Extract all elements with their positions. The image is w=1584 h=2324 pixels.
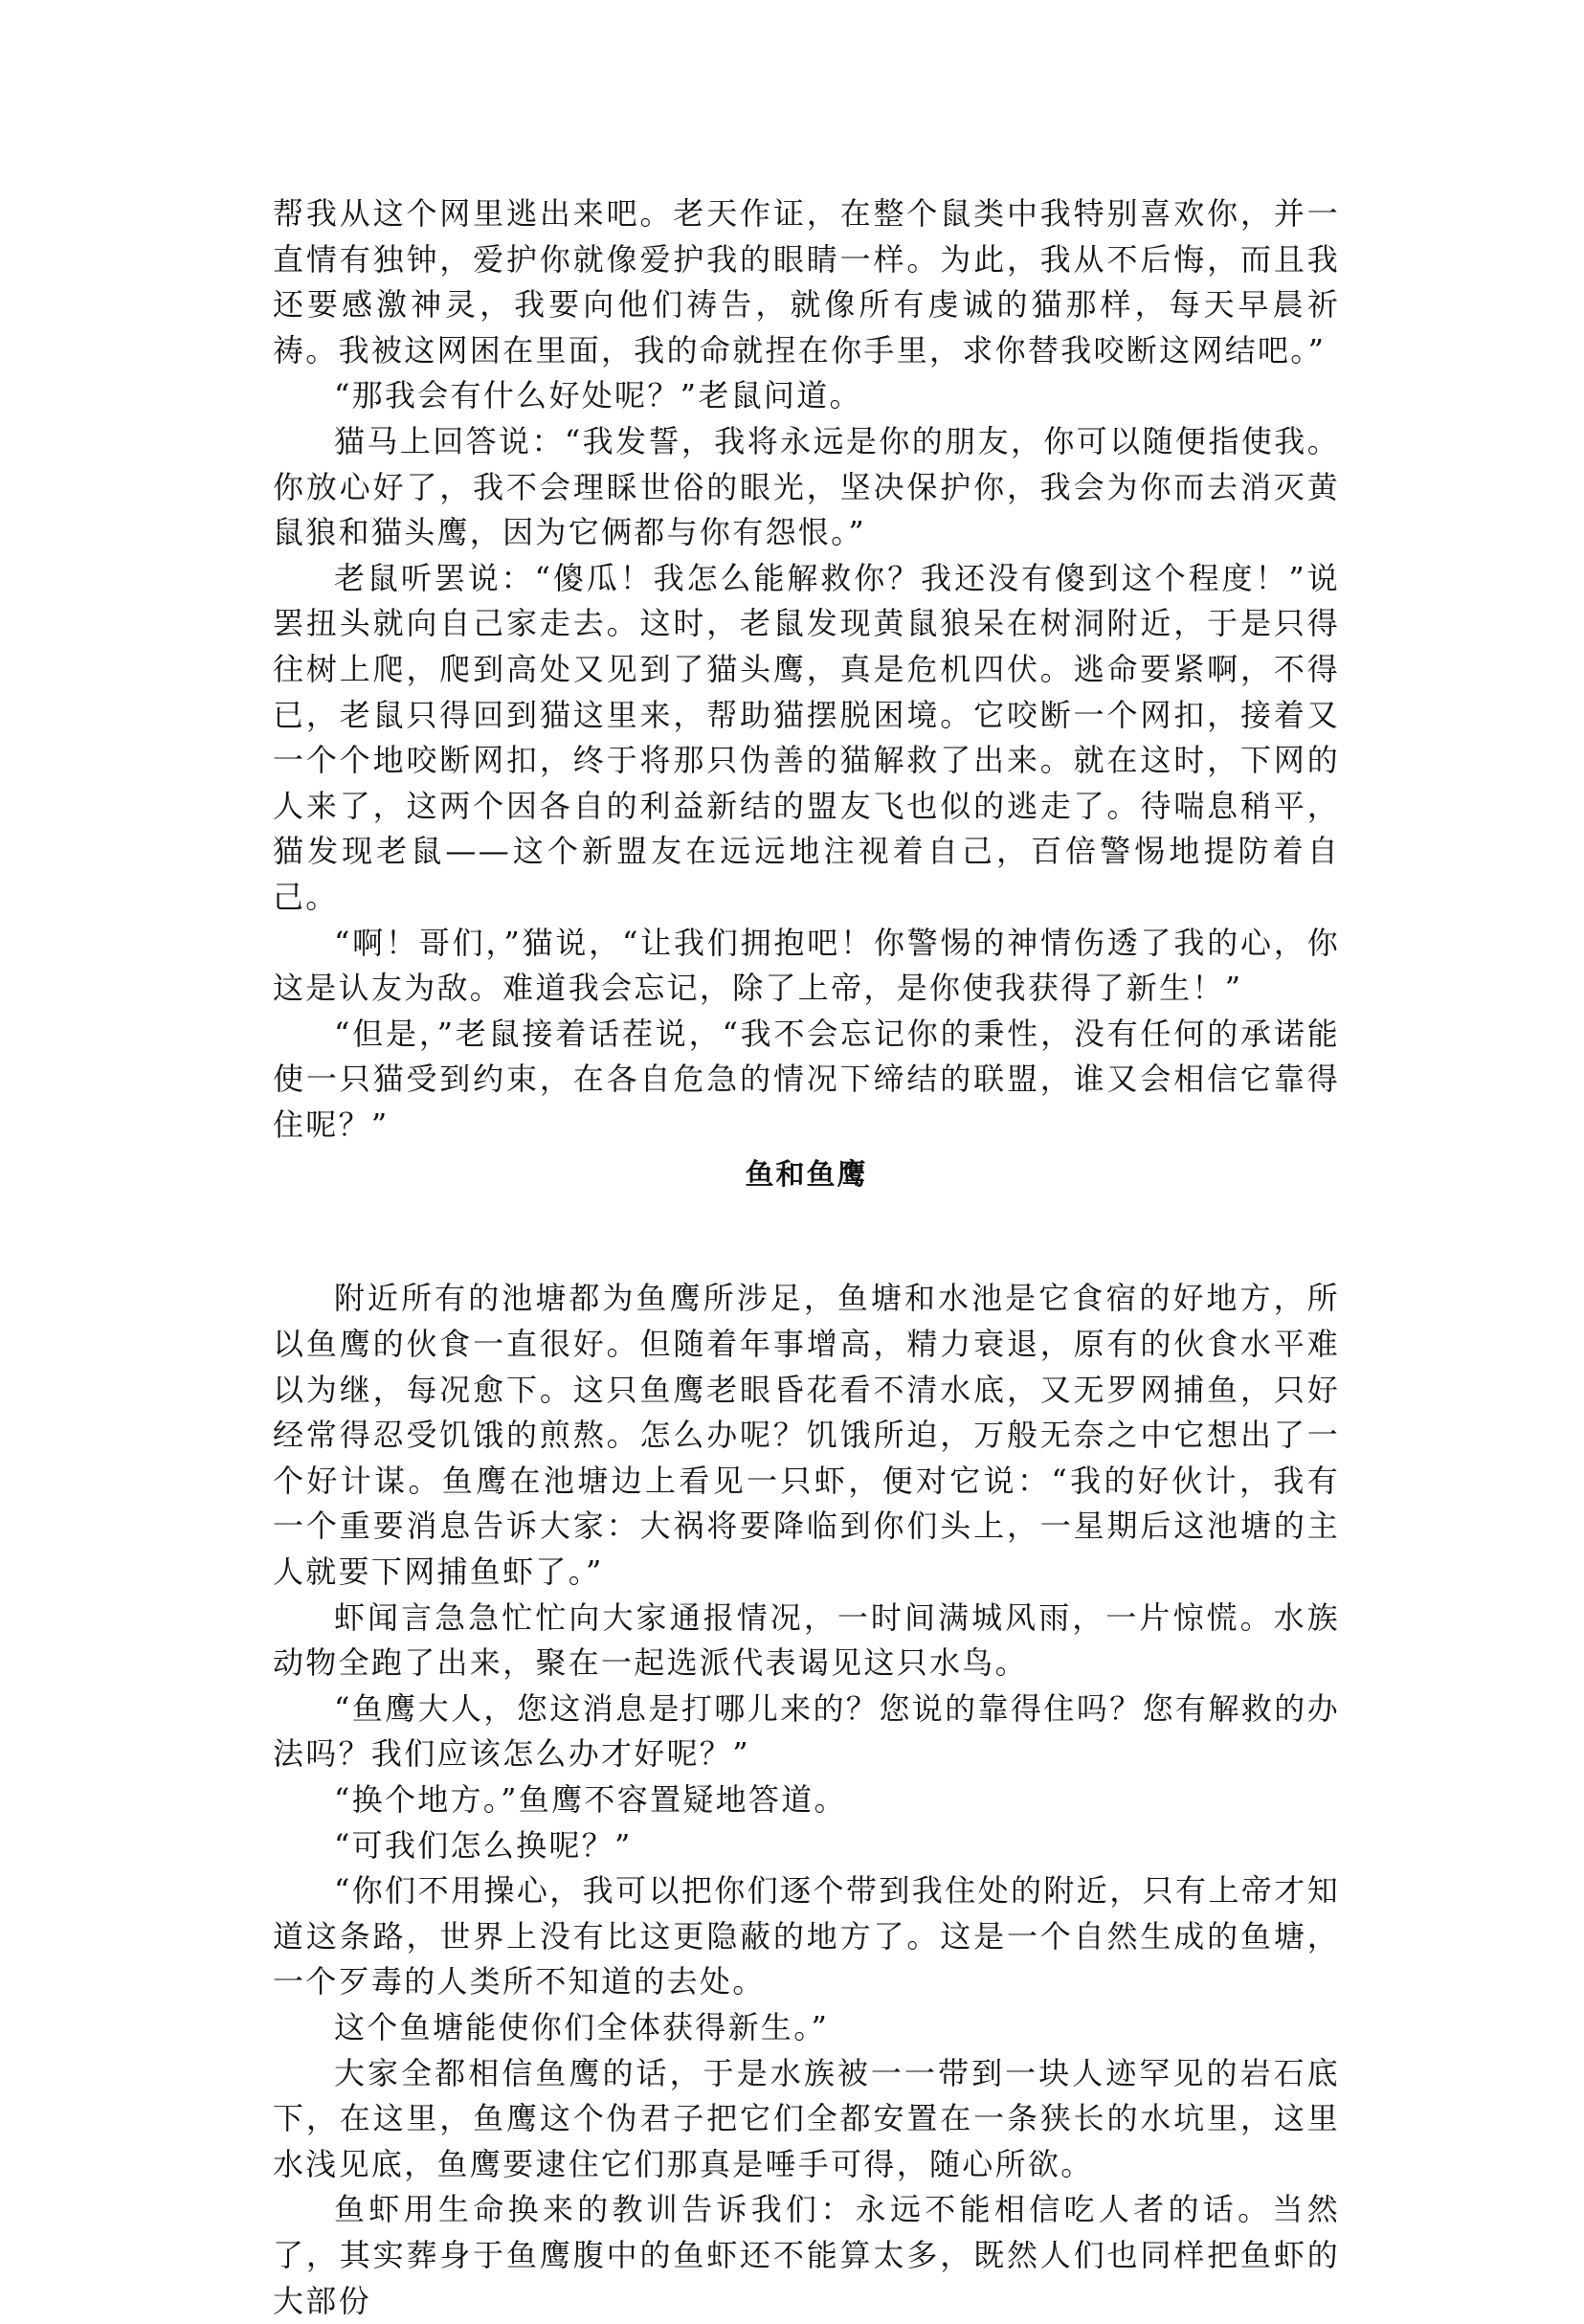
fable-title: 鱼和鱼鹰 (745, 1158, 868, 1193)
fable-paragraph: 这个鱼塘能使你们全体获得新生。” (334, 2008, 830, 2045)
fable-paragraph: “可我们怎么换呢？” (334, 1826, 633, 1864)
story-paragraph: 猫马上回答说：“我发誓，我将永远是你的朋友，你可以随便指使我。你放心好了，我不会理睬世俗的眼光，坚决保护你，我会为你而去消灭黄鼠狼和猫头鹰，因为它俩都与你有怨恨。” (273, 422, 1340, 551)
story-paragraph: “那我会有什么好处呢？”老鼠问道。 (334, 377, 862, 414)
fable-paragraph: “你们不用操心，我可以把你们逐个带到我住处的附近，只有上帝才知道这条路，世界上没有比这更隐蔽的地方了。这是一个自然生成的鱼塘，一个歹毒的人类所不知道的去处。 (273, 1872, 1340, 2000)
story-paragraph: 帮我从这个网里逃出来吧。老天作证，在整个鼠类中我特别喜欢你，并一直情有独钟，爱护你就像爱护我的眼睛一样。为此，我从不后悔，而且我还要感激神灵，我要向他们祷告，就像所有虔诚的猫那样，每天早晨祈祷。我被这网困在里面，我的命就捏在你手里，求你替我咬断这网结吧。” (273, 195, 1340, 369)
story-paragraph: “但是，”老鼠接着话茬说，“我不会忘记你的秉性，没有任何的承诺能使一只猫受到约束，在各自危急的情况下缔结的联盟，谁又会相信它靠得住呢？” (273, 1015, 1340, 1143)
fable-paragraph: 附近所有的池塘都为鱼鹰所涉足，鱼塘和水池是它食宿的好地方，所以鱼鹰的伙食一直很好。但随着年事增高，精力衰退，原有的伙食水平难以为继，每况愈下。这只鱼鹰老眼昏花看不清水底，又无罗网捕鱼，只好经常得忍受饥饿的煎熬。怎么办呢？饥饿所迫，万般无奈之中它想出了一个好计谋。鱼鹰在池塘边上看见一只虾，便对它说：“我的好伙计，我有一个重要消息告诉大家：大祸将要降临到你们头上，一星期后这池塘的主人就要下网捕鱼虾了。” (273, 1280, 1340, 1591)
fable-paragraph: “鱼鹰大人，您这消息是打哪儿来的？您说的靠得住吗？您有解救的办法吗？我们应该怎么办才好呢？” (273, 1689, 1340, 1773)
story-paragraph: 老鼠听罢说：“傻瓜！我怎么能解救你？我还没有傻到这个程度！”说罢扭头就向自己家走去。这时，老鼠发现黄鼠狼呆在树洞附近，于是只得往树上爬，爬到高处又见到了猫头鹰，真是危机四伏。逃命要紧啊，不得已，老鼠只得回到猫这里来，帮助猫摆脱困境。它咬断一个网扣，接着又一个个地咬断网扣，终于将那只伪善的猫解救了出来。就在这时，下网的人来了，这两个因各自的利益新结的盟友飞也似的逃走了。待喘息稍平，猫发现老鼠——这个新盟友在远远地注视着自己，百倍警惕地提防着自己。 (273, 559, 1340, 915)
fable-paragraph: “换个地方。”鱼鹰不容置疑地答道。 (334, 1781, 847, 1818)
fable-paragraph: 大家全都相信鱼鹰的话，于是水族被一一带到一块人迹罕见的岩石底下，在这里，鱼鹰这个伪君子把它们全都安置在一条狭长的水坑里，这里水浅见底，鱼鹰要逮住它们那真是唾手可得，随心所欲。 (273, 2054, 1340, 2182)
story-paragraph: “啊！哥们，”猫说，“让我们拥抱吧！你警惕的神情伤透了我的心，你这是认友为敌。难道我会忘记，除了上帝，是你使我获得了新生！” (273, 924, 1340, 1007)
fable-paragraph: 鱼虾用生命换来的教训告诉我们：永远不能相信吃人者的话。当然了，其实葬身于鱼鹰腹中的鱼虾还不能算太多，既然人们也同样把鱼虾的大部份 (273, 2191, 1340, 2319)
fable-paragraph: 虾闻言急急忙忙向大家通报情况，一时间满城风雨，一片惊慌。水族动物全跑了出来，聚在一起选派代表谒见这只水鸟。 (273, 1598, 1340, 1682)
page-content (273, 191, 1340, 2324)
